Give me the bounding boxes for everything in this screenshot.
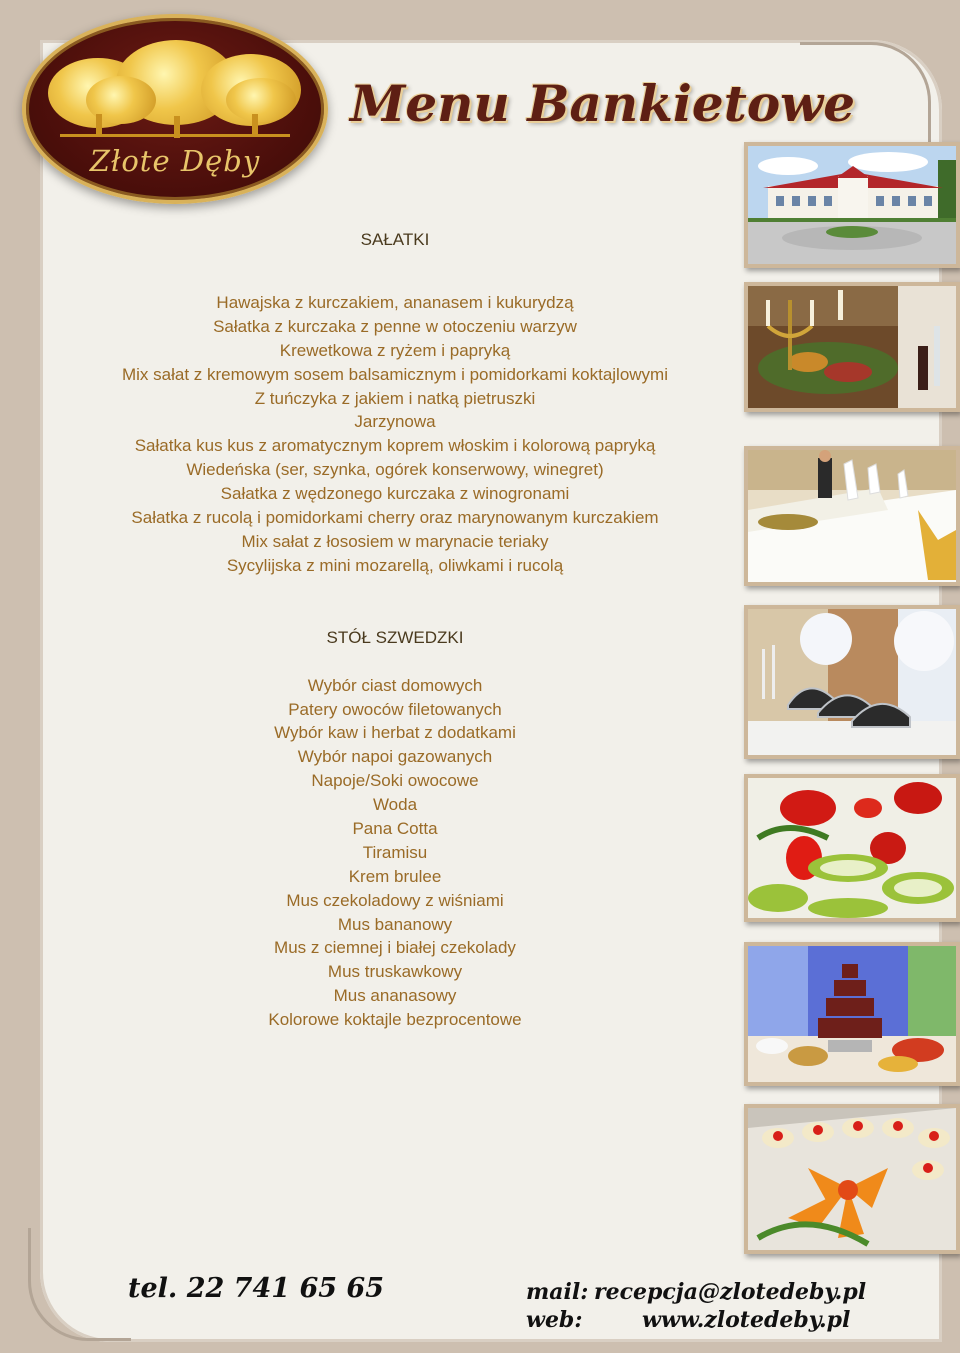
hotel-building-photo (744, 142, 960, 268)
phone-number: tel. 22 741 65 65 (128, 1273, 384, 1304)
menu-item: Jarzynowa (354, 412, 436, 432)
menu-item: Krewetkowa z ryżem i papryką (279, 340, 511, 360)
canapes-platter-photo (744, 1104, 960, 1254)
menu-item: Wybór napoi gazowanych (297, 747, 493, 767)
section-title-buffet: STÓŁ SZWEDZKI (326, 627, 464, 647)
menu-item: Tiramisu (362, 842, 428, 862)
website-link[interactable]: www.zlotedeby.pl (642, 1307, 851, 1333)
email-link[interactable]: recepcja@zlotedeby.pl (594, 1279, 867, 1305)
mail-label: mail: (526, 1279, 589, 1305)
menu-item: Sałatka z rucolą i pomidorkami cherry oraz marynowanym kurczakiem (131, 508, 659, 528)
candelabra-table-photo (744, 282, 960, 412)
menu-item: Patery owoców filetowanych (288, 699, 502, 719)
chocolate-fountain-photo (744, 942, 960, 1086)
logo-text: Złote Dęby (89, 144, 261, 178)
menu-item: Mix sałat z kremowym sosem balsamicznym i pomidorkami koktajlowymi (121, 364, 668, 384)
menu-item: Sałatka kus kus z aromatycznym koprem włoskim i kolorową papryką (134, 436, 656, 456)
menu-item: Z tuńczyka z jakiem i natką pietruszki (254, 388, 536, 408)
menu-item: Kolorowe koktajle bezprocentowe (268, 1010, 522, 1030)
buffet-chafing-dishes-photo (744, 605, 960, 759)
menu-item: Mus z ciemnej i białej czekolady (274, 938, 516, 958)
menu-item: Napoje/Soki owocowe (311, 771, 479, 791)
logo (22, 14, 328, 204)
menu-title: Menu Bankietowe (350, 74, 856, 133)
contact-block (526, 1278, 866, 1334)
menu-item: Mix sałat z łososiem w marynacie teriaky (241, 531, 549, 551)
frame-bottom-left (28, 1228, 131, 1341)
menu-item: Sałatka z kurczaka z penne w otoczeniu warzyw (213, 316, 577, 336)
menu-item: Pana Cotta (352, 819, 438, 839)
menu-item: Krem brulee (348, 866, 442, 886)
banquet-hall-photo (744, 446, 960, 586)
menu-item: Sałatka z wędzonego kurczaka z winogronami (220, 484, 570, 504)
menu-item: Wybór ciast domowych (307, 675, 483, 695)
tomato-salad-photo (744, 774, 960, 922)
menu-item: Mus ananasowy (333, 986, 457, 1006)
menu-item: Woda (372, 795, 418, 815)
menu-item: Wiedeńska (ser, szynka, ogórek konserwowy, winegret) (186, 460, 604, 480)
section-title-salads: SAŁATKI (360, 230, 430, 249)
menu-item: Mus truskawkowy (327, 962, 463, 982)
menu-item: Mus czekoladowy z wiśniami (286, 890, 504, 910)
web-label: web: (526, 1307, 583, 1333)
menu-content (70, 228, 720, 1032)
menu-item: Hawajska z kurczakiem, ananasem i kukurydzą (216, 293, 574, 312)
menu-item: Wybór kaw i herbat z dodatkami (274, 723, 516, 743)
menu-item: Mus bananowy (337, 914, 453, 934)
menu-item: Sycylijska z mini mozarellą, oliwkami i rucolą (226, 555, 564, 575)
